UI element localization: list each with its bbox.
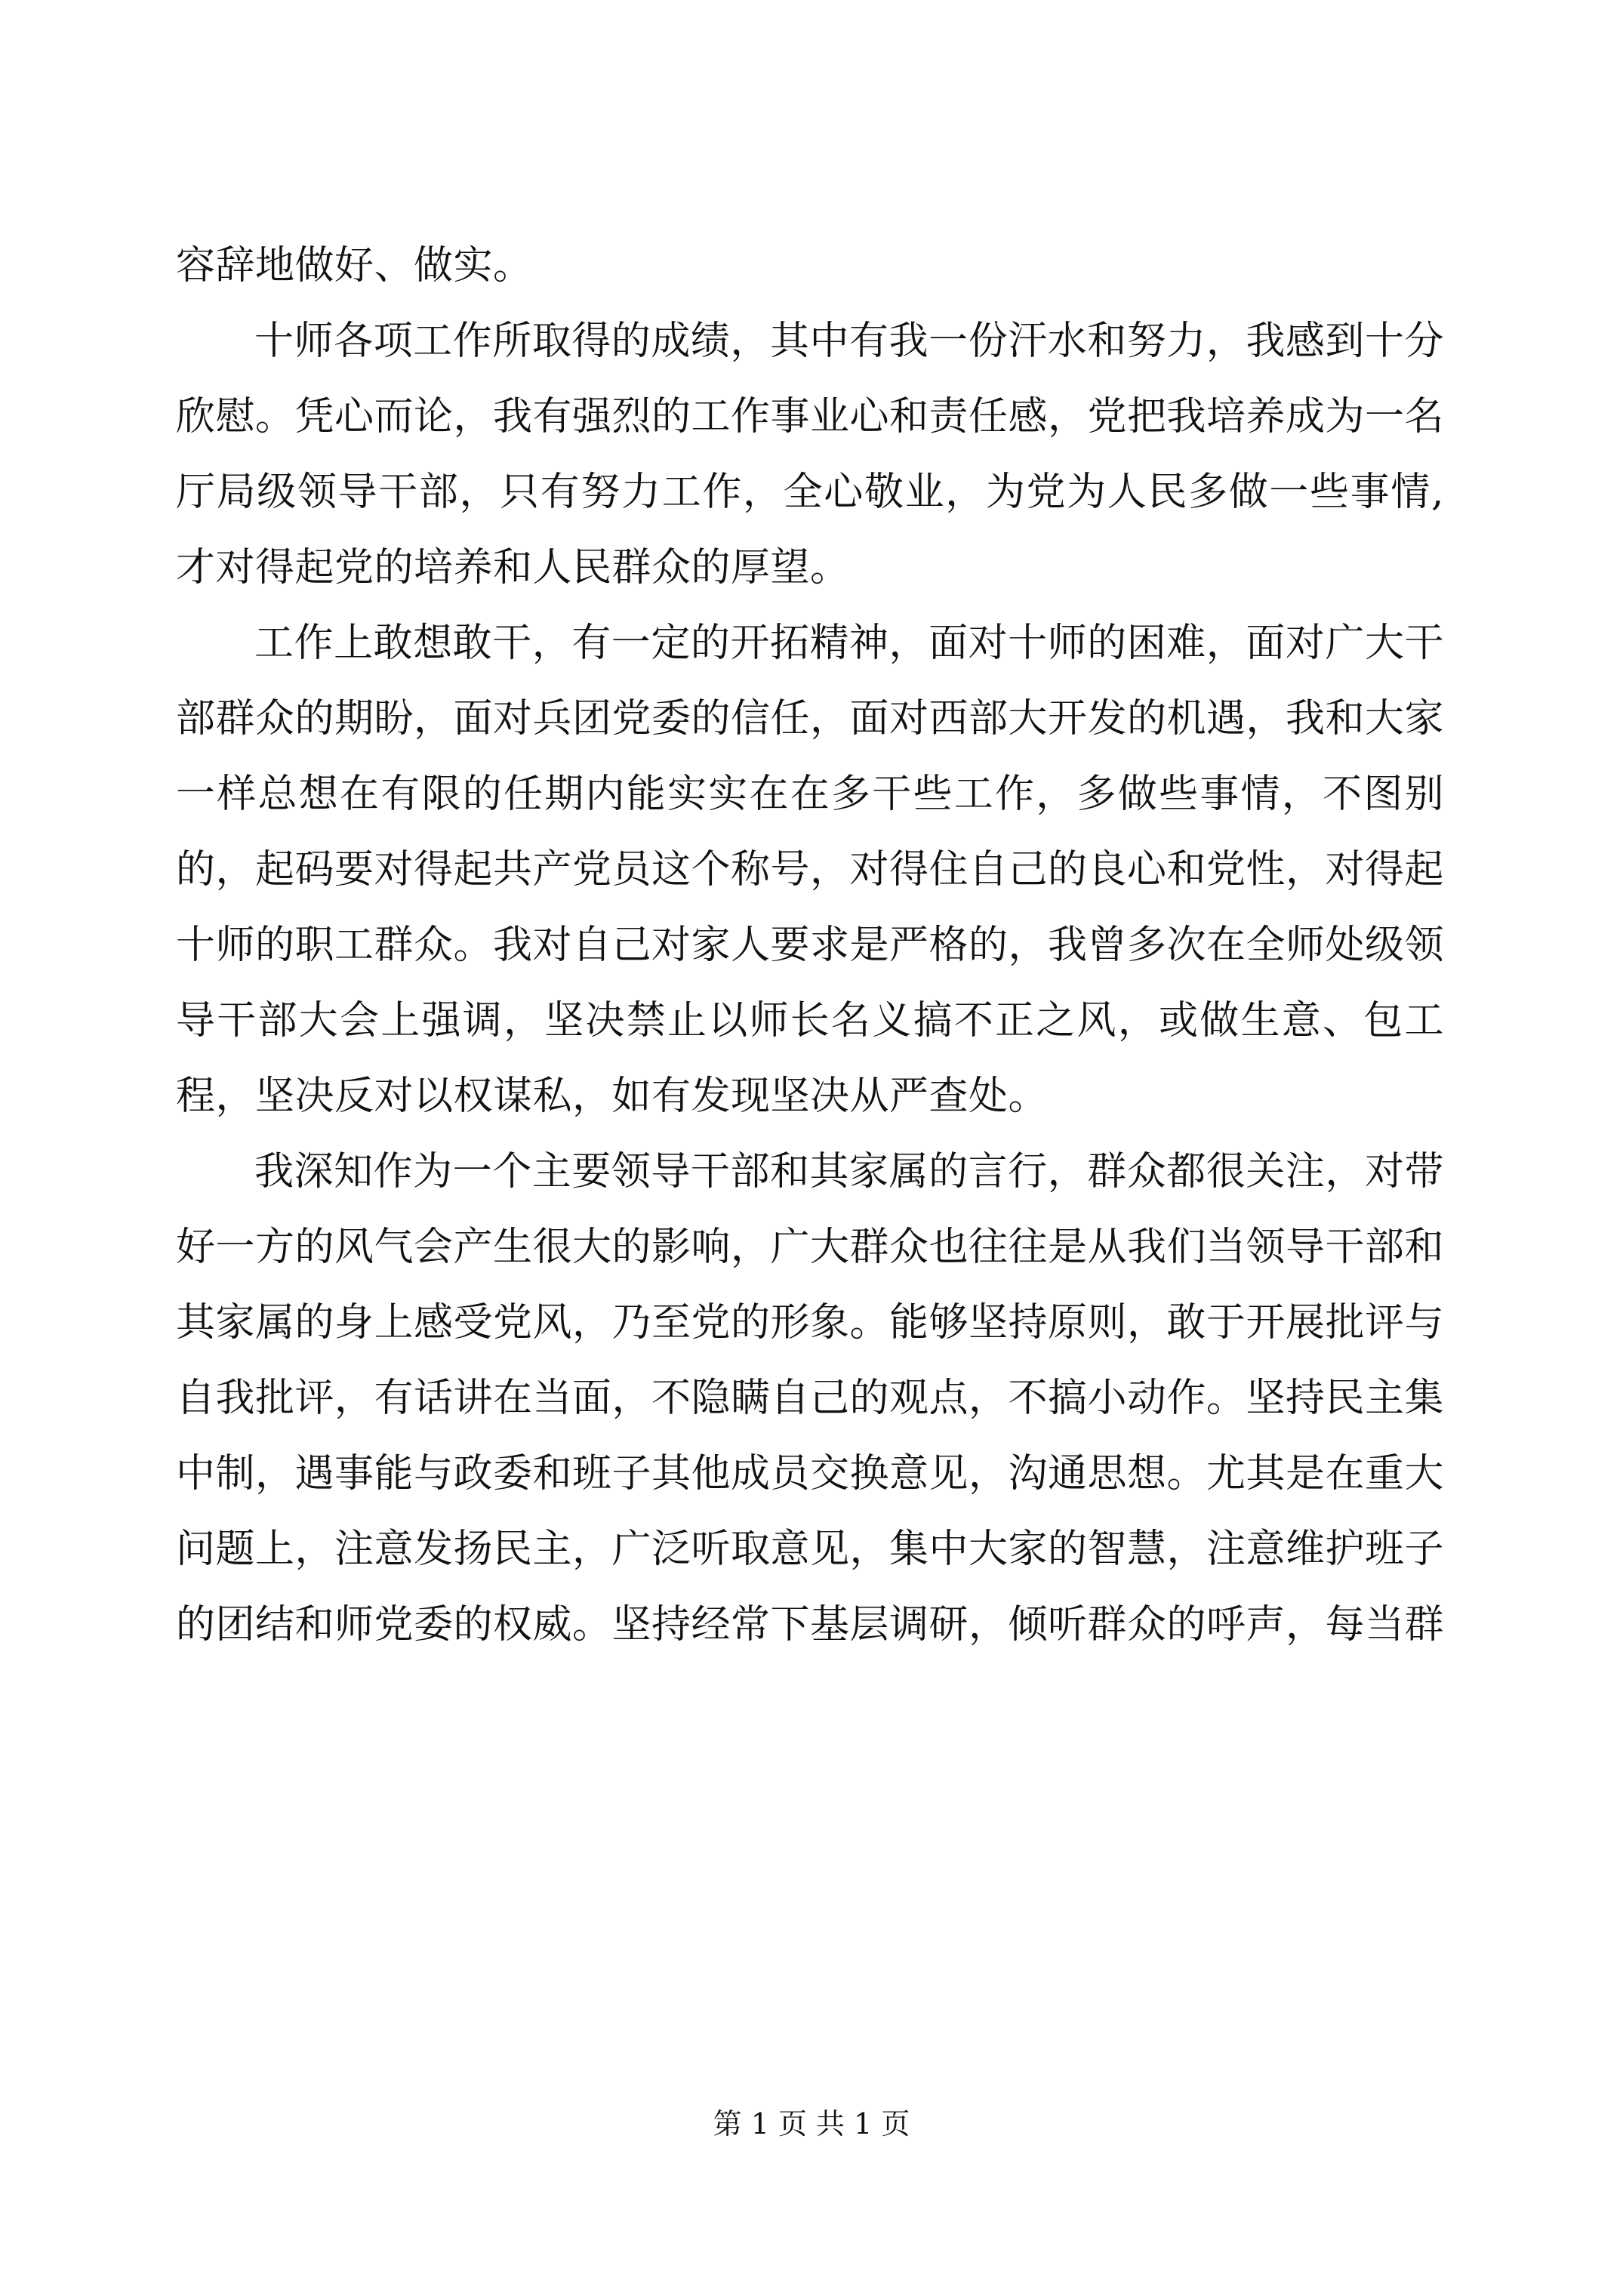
paragraph-2: 十师各项工作所取得的成绩，其中有我一份汗水和努力，我感到十分欣慰。凭心而论，我有强烈的工作事业心和责任感，党把我培养成为一名厅局级领导干部，只有努力工作，全心敬业，为党为人民多做一些事情,才对得起党的培养和人民群众的厚望。 (176, 319, 1445, 590)
paragraph-3: 工作上敢想敢干，有一定的开拓精神，面对十师的困难，面对广大干部群众的期盼，面对兵团党委的信任，面对西部大开发的机遇，我和大家一样总想在有限的任期内能实实在在多干些工作，多做些事情，不图别的，起码要对得起共产党员这个称号，对得住自己的良心和党性，对得起十师的职工群众。我对自己对家人要求是严格的，我曾多次在全师处级领导干部大会上强调，坚决禁止以师长名义搞不正之风，或做生意、包工程，坚决反对以权谋私，如有发现坚决从严查处。 (176, 621, 1445, 1119)
paragraph-1: 容辞地做好、做实。 (176, 243, 533, 288)
paragraph-4: 我深知作为一个主要领导干部和其家属的言行，群众都很关注，对带好一方的风气会产生很大的影响，广大群众也往往是从我们当领导干部和其家属的身上感受党风，乃至党的形象。能够坚持原则，敢于开展批评与自我批评，有话讲在当面，不隐瞒自己的观点，不搞小动作。坚持民主集中制，遇事能与政委和班子其他成员交换意见，沟通思想。尤其是在重大问题上，注意发扬民主，广泛听取意见，集中大家的智慧，注意维护班子的团结和师党委的权威。坚持经常下基层调研，倾听群众的呼声，每当群 (176, 1149, 1445, 1647)
document-body (176, 228, 1444, 1663)
page-number-footer: 第 1 页 共 1 页 (713, 2107, 910, 2140)
